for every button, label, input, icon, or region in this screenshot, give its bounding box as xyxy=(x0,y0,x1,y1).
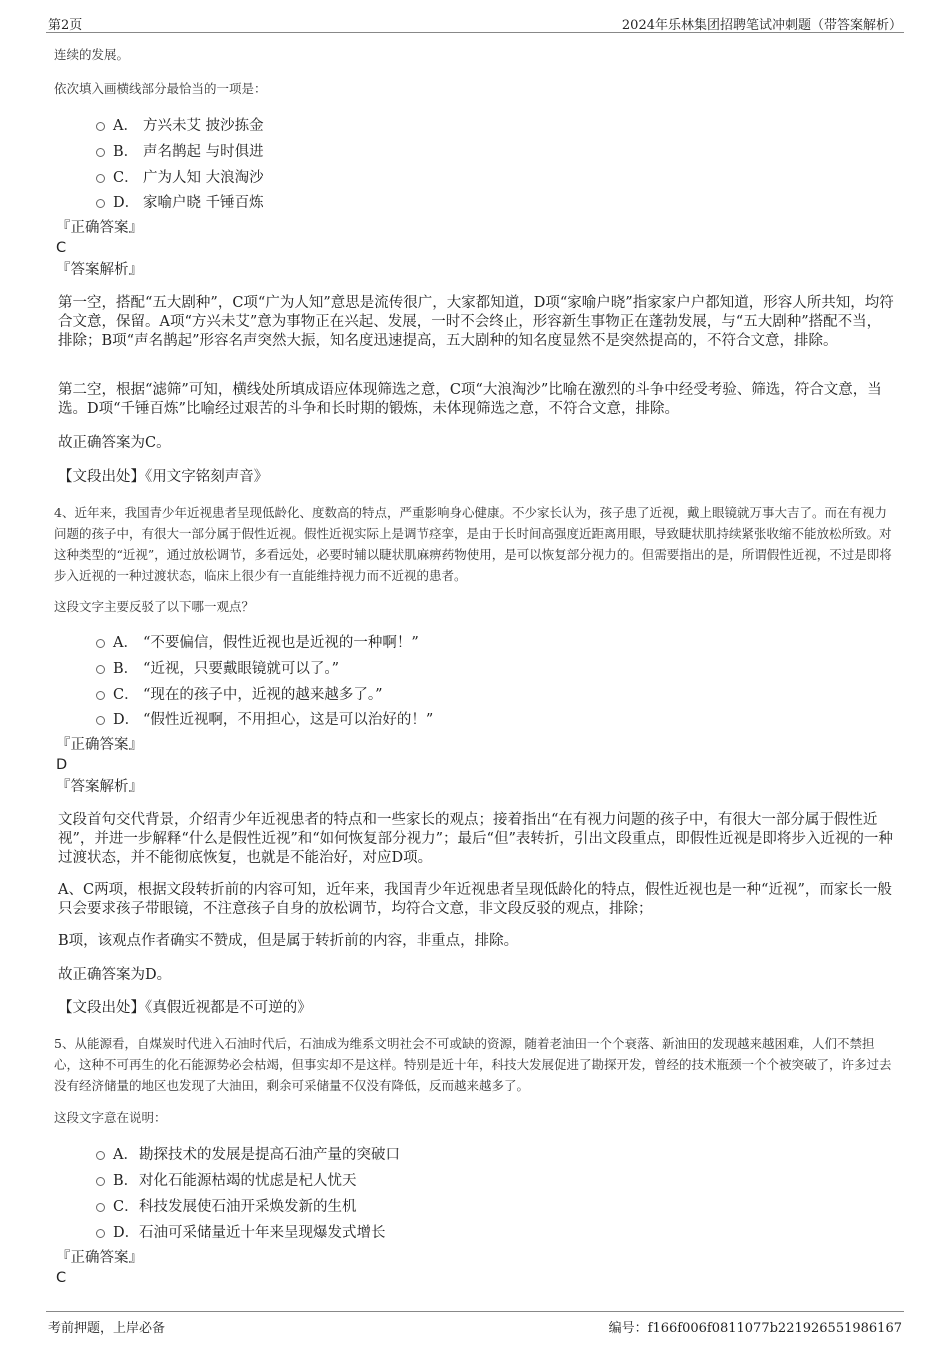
radio-icon[interactable] xyxy=(96,716,105,725)
q4-stem: 4、近年来，我国青少年近视患者呈现低龄化、度数高的特点，严重影响身心健康。不少家长认为，孩子患了近视，戴上眼镜就万事大吉了。而在有视力问题的孩子中，有很大一部分属于假性近视。假性近视实际上是调节痉挛，是由于长时间高强度近距离用眼，导致睫状肌持续紧张收缩不能放松所致。对这种类型的“近视”，通过放松调节，多看远处，必要时辅以睫状肌麻痹药物使用，是可以恢复部分视力的。但需要指出的是，所谓假性近视，不过是即将步入近视的一种过渡状态，临床上很少有一直能维持视力而不近视的患者。 xyxy=(54,505,892,583)
q4-option-c[interactable]: C． “现在的孩子中，近视的越来越多了。” xyxy=(96,683,383,703)
q3-prompt: 依次填入画横线部分最恰当的一项是： xyxy=(54,81,267,96)
q4-option-a[interactable]: A． “不要偏信，假性近视也是近视的一种啊！” xyxy=(96,631,419,651)
q4-analysis-para-1: 文段首句交代背景，介绍青少年近视患者的特点和一些家长的观点；接着指出“在有视力问题的孩子中，有很大一部分属于假性近视”，并进一步解释“什么是假性近视”和“如何恢复部分视力”；最后“但”表转折，引出文段重点，即假性近视是即将步入近视的一种过渡状态，并不能彻底恢复，也就是不能治好，对应D项。 xyxy=(58,812,893,866)
radio-icon[interactable] xyxy=(96,639,105,648)
q5-option-c[interactable]: C． 科技发展使石油开采焕发新的生机 xyxy=(96,1195,357,1215)
q3-option-b[interactable]: B． 声名鹊起 与时俱进 xyxy=(96,140,264,160)
q5-option-a[interactable]: A． 勘探技术的发展是提高石油产量的突破口 xyxy=(96,1143,400,1163)
q4-analysis-para-3: B项，该观点作者确实不赞成，但是属于转折前的内容，非重点，排除。 xyxy=(58,933,519,949)
q3-stem-tail: 连续的发展。 xyxy=(54,47,130,62)
radio-icon[interactable] xyxy=(96,1151,105,1160)
q3-analysis-para-2: 第二空，根据“滤筛”可知，横线处所填成语应体现筛选之意，C项“大浪淘沙”比喻在激烈的斗争中经受考验、筛选，符合文意，当选。D项“千锤百炼”比喻经过艰苦的斗争和长时期的锻炼，未体现筛选之意，不符合文意，排除。 xyxy=(58,382,882,417)
q4-answer-label: 『正确答案』 xyxy=(56,737,143,753)
q5-answer-label: 『正确答案』 xyxy=(56,1250,143,1266)
q3-analysis-conclusion: 故正确答案为C。 xyxy=(58,435,171,451)
document-title: 2024年乐林集团招聘笔试冲刺题（带答案解析） xyxy=(621,18,902,33)
radio-icon[interactable] xyxy=(96,1177,105,1186)
page-number: 第2页 xyxy=(48,18,83,33)
radio-icon[interactable] xyxy=(96,1203,105,1212)
q4-analysis-label: 『答案解析』 xyxy=(56,779,143,795)
q5-answer: C xyxy=(56,1270,67,1286)
q3-answer: C xyxy=(56,240,67,256)
radio-icon[interactable] xyxy=(96,174,105,183)
page-footer xyxy=(46,1311,904,1338)
q4-source: 【文段出处】《真假近视都是不可逆的》 xyxy=(58,1000,312,1016)
page-header xyxy=(46,10,904,33)
q3-source: 【文段出处】《用文字铭刻声音》 xyxy=(58,469,269,485)
q5-option-b[interactable]: B． 对化石能源枯竭的忧虑是杞人忧天 xyxy=(96,1169,357,1189)
q5-stem: 5、从能源看，自煤炭时代进入石油时代后，石油成为维系文明社会不可或缺的资源，随着老油田一个个衰落、新油田的发现越来越困难，人们不禁担心，这种不可再生的化石能源势必会枯竭，但事实却不是这样。特别是近十年，科技大发展促进了勘探开发，曾经的技术瓶颈一个个被突破了，许多过去没有经济储量的地区也发现了大油田，剩余可采储量不仅没有降低，反而越来越多了。 xyxy=(54,1036,892,1093)
radio-icon[interactable] xyxy=(96,122,105,131)
q3-option-a[interactable]: A． 方兴未艾 披沙拣金 xyxy=(96,114,264,134)
radio-icon[interactable] xyxy=(96,199,105,208)
q3-option-c[interactable]: C． 广为人知 大浪淘沙 xyxy=(96,166,264,186)
q4-analysis-para-2: A、C两项，根据文段转折前的内容可知，近年来，我国青少年近视患者呈现低龄化的特点，假性近视也是一种“近视”，而家长一般只会要求孩子带眼镜，不注意孩子自身的放松调节，均符合文意，非文段反驳的观点，排除； xyxy=(58,882,892,917)
q5-prompt: 这段文字意在说明： xyxy=(54,1110,167,1125)
document-id: 编号：f166f006f0811077b221926551986167 xyxy=(608,1321,902,1336)
q4-analysis-conclusion: 故正确答案为D。 xyxy=(58,967,172,983)
q4-answer: D xyxy=(56,757,68,773)
q3-option-d[interactable]: D． 家喻户晓 千锤百炼 xyxy=(96,191,264,211)
q3-answer-label: 『正确答案』 xyxy=(56,220,143,236)
radio-icon[interactable] xyxy=(96,691,105,700)
radio-icon[interactable] xyxy=(96,665,105,674)
radio-icon[interactable] xyxy=(96,148,105,157)
q4-option-d[interactable]: D． “假性近视啊，不用担心，这是可以治好的！” xyxy=(96,708,433,728)
q4-prompt: 这段文字主要反驳了以下哪一观点？ xyxy=(54,599,255,614)
q3-analysis-para-1: 第一空，搭配“五大剧种”，C项“广为人知”意思是流传很广，大家都知道，D项“家喻户晓”指家家户户都知道，形容人所共知，均符合文意，保留。A项“方兴未艾”意为事物正在兴起、发展，一时不会终止，形容新生事物正在蓬勃发展，与“五大剧种”搭配不当，排除；B项“声名鹊起”形容名声突然大振，知名度迅速提高，五大剧种的知名度显然不是突然提高的，不符合文意，排除。 xyxy=(58,295,894,349)
radio-icon[interactable] xyxy=(96,1229,105,1238)
q5-option-d[interactable]: D． 石油可采储量近十年来呈现爆发式增长 xyxy=(96,1221,386,1241)
q3-analysis-label: 『答案解析』 xyxy=(56,262,143,278)
q4-option-b[interactable]: B． “近视，只要戴眼镜就可以了。” xyxy=(96,657,339,677)
footer-slogan: 考前押题，上岸必备 xyxy=(48,1321,166,1336)
